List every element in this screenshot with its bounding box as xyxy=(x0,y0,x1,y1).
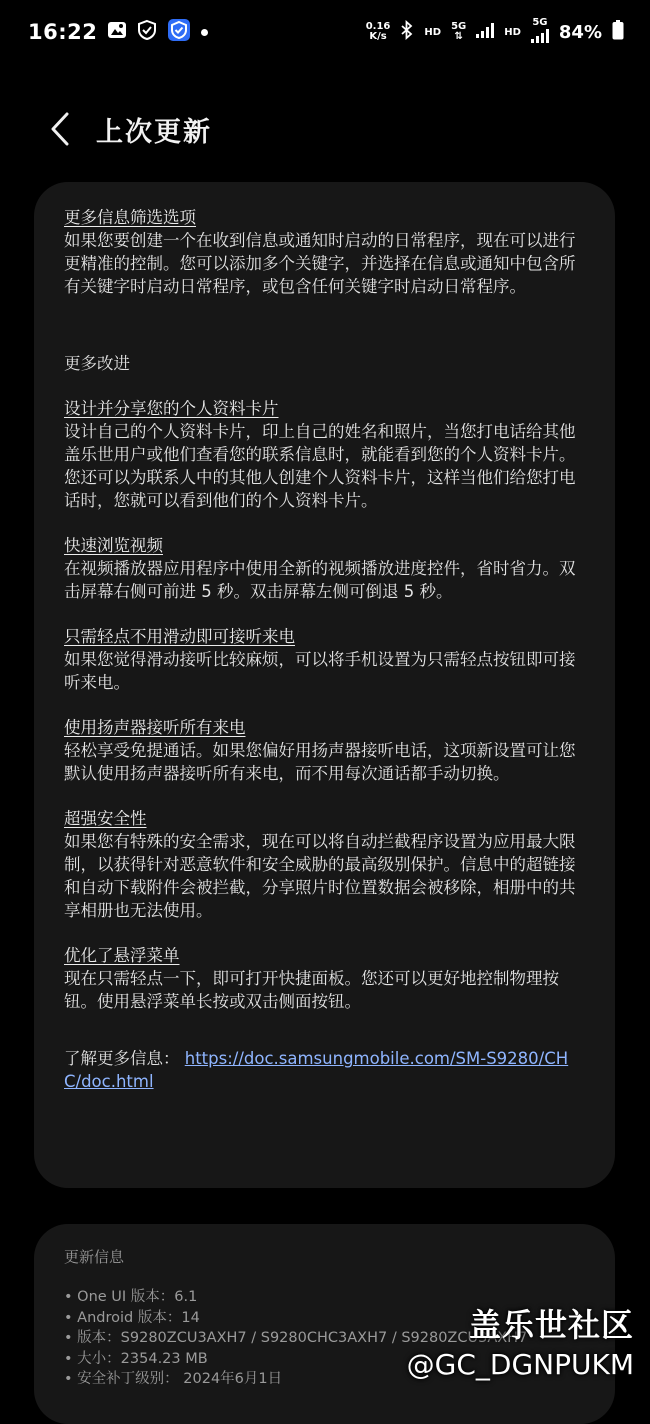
network-5g-indicator: 5G xyxy=(531,18,549,47)
more-info-link[interactable]: https://doc.samsungmobile.com/SM-S9280/CHC/doc.html xyxy=(64,1049,569,1091)
update-info-title: 更新信息 xyxy=(64,1248,125,1266)
network-speed: 0.16 K/s xyxy=(365,21,391,42)
data-arrows-icon: ⇅ xyxy=(454,31,463,42)
note-section-body: 如果您要创建一个在收到信息或通知时启动的日常程序，现在可以进行更精准的控制。您可以添加多个关键字，并选择在信息或通知中包含所有关键字时启动日常程序，或包含任何关键字时启动日常程序。 xyxy=(64,231,576,296)
status-time: 16:22 xyxy=(28,20,98,44)
signal-strength-icon-1 xyxy=(476,22,494,42)
note-section xyxy=(64,625,585,694)
watermark-brand: 盖乐世社区 xyxy=(468,1306,634,1344)
status-bar xyxy=(0,0,650,64)
note-section-body: 轻松享受免提通话。如果您偏好用扬声器接听电话，这项新设置可让您默认使用扬声器接听所有来电，而不用每次通话都手动切换。 xyxy=(64,741,576,783)
chevron-left-icon xyxy=(49,111,71,147)
shield-check-icon xyxy=(137,19,157,45)
update-info-item: • 安全补丁级别： 2024年6月1日 xyxy=(64,1369,585,1390)
page-title: 上次更新 xyxy=(96,116,212,148)
note-section-title: 超强安全性 xyxy=(64,809,147,828)
more-info xyxy=(64,1047,585,1093)
update-info-item: • One UI 版本：6.1 xyxy=(64,1287,585,1308)
note-section xyxy=(64,397,585,512)
secure-shield-icon xyxy=(167,18,191,46)
more-info-label: 了解更多信息： xyxy=(64,1049,180,1068)
note-section xyxy=(64,534,585,603)
note-section-body: 如果您有特殊的安全需求，现在可以将自动拦截程序设置为应用最大限制，以获得针对恶意软件和安全威胁的最高级别保护。信息中的超链接和自动下载附件会被拦截，分享照片时位置数据会被移除，相册中的共享相册也无法使用。 xyxy=(64,832,576,920)
note-section-title: 设计并分享您的个人资料卡片 xyxy=(64,399,279,418)
battery-icon xyxy=(612,20,624,44)
network-5g-data-indicator: 5G ⇅ xyxy=(451,21,467,42)
note-section-body: 在视频播放器应用程序中使用全新的视频播放进度控件，省时省力。双击屏幕右侧可前进 5 秒。双击屏幕左侧可倒退 5 秒。 xyxy=(64,559,576,601)
update-info-item: • 版本：S9280ZCU3AXH7 / S9280CHC3AXH7 / S9280ZCU3AXH7 xyxy=(64,1328,585,1349)
note-section-title: 快速浏览视频 xyxy=(64,536,163,555)
more-improvements-heading: 更多改进 xyxy=(64,354,130,373)
more-notifications-dot-icon xyxy=(201,29,208,36)
note-section xyxy=(64,944,585,1013)
bluetooth-icon xyxy=(400,20,414,44)
update-info-item: • 大小：2354.23 MB xyxy=(64,1349,585,1370)
note-section xyxy=(64,206,585,298)
note-section-title: 优化了悬浮菜单 xyxy=(64,946,180,965)
note-section-body: 如果您觉得滑动接听比较麻烦，可以将手机设置为只需轻点按钮即可接听来电。 xyxy=(64,650,576,692)
update-info-item: • Android 版本：14 xyxy=(64,1308,585,1329)
signal-strength-icon-2 xyxy=(531,29,549,43)
gallery-notification-icon xyxy=(107,21,127,43)
note-section xyxy=(64,716,585,785)
note-section-title: 只需轻点不用滑动即可接听来电 xyxy=(64,627,295,646)
note-section-title: 更多信息筛选选项 xyxy=(64,208,196,227)
release-notes-card xyxy=(34,182,615,1188)
watermark-username: @GC_DGNPUKM xyxy=(406,1348,634,1381)
hd-voice-badge-2: HD xyxy=(504,26,521,38)
note-section-body: 设计自己的个人资料卡片，印上自己的姓名和照片，当您打电话给其他盖乐世用户或他们查看您的联系信息时，就能看到您的个人资料卡片。您还可以为联系人中的其他人创建个人资料卡片，这样当他们给您打电话时，您就可以看到他们的个人资料卡片。 xyxy=(64,422,576,510)
note-section-body: 现在只需轻点一下，即可打开快捷面板。您还可以更好地控制物理按钮。使用悬浮菜单长按或双击侧面按钮。 xyxy=(64,969,559,1011)
note-section xyxy=(64,807,585,922)
battery-percent: 84% xyxy=(558,21,602,43)
note-section-title: 使用扬声器接听所有来电 xyxy=(64,718,246,737)
hd-voice-badge-1: HD xyxy=(424,26,442,38)
back-button[interactable] xyxy=(30,99,90,159)
app-bar xyxy=(0,96,650,162)
